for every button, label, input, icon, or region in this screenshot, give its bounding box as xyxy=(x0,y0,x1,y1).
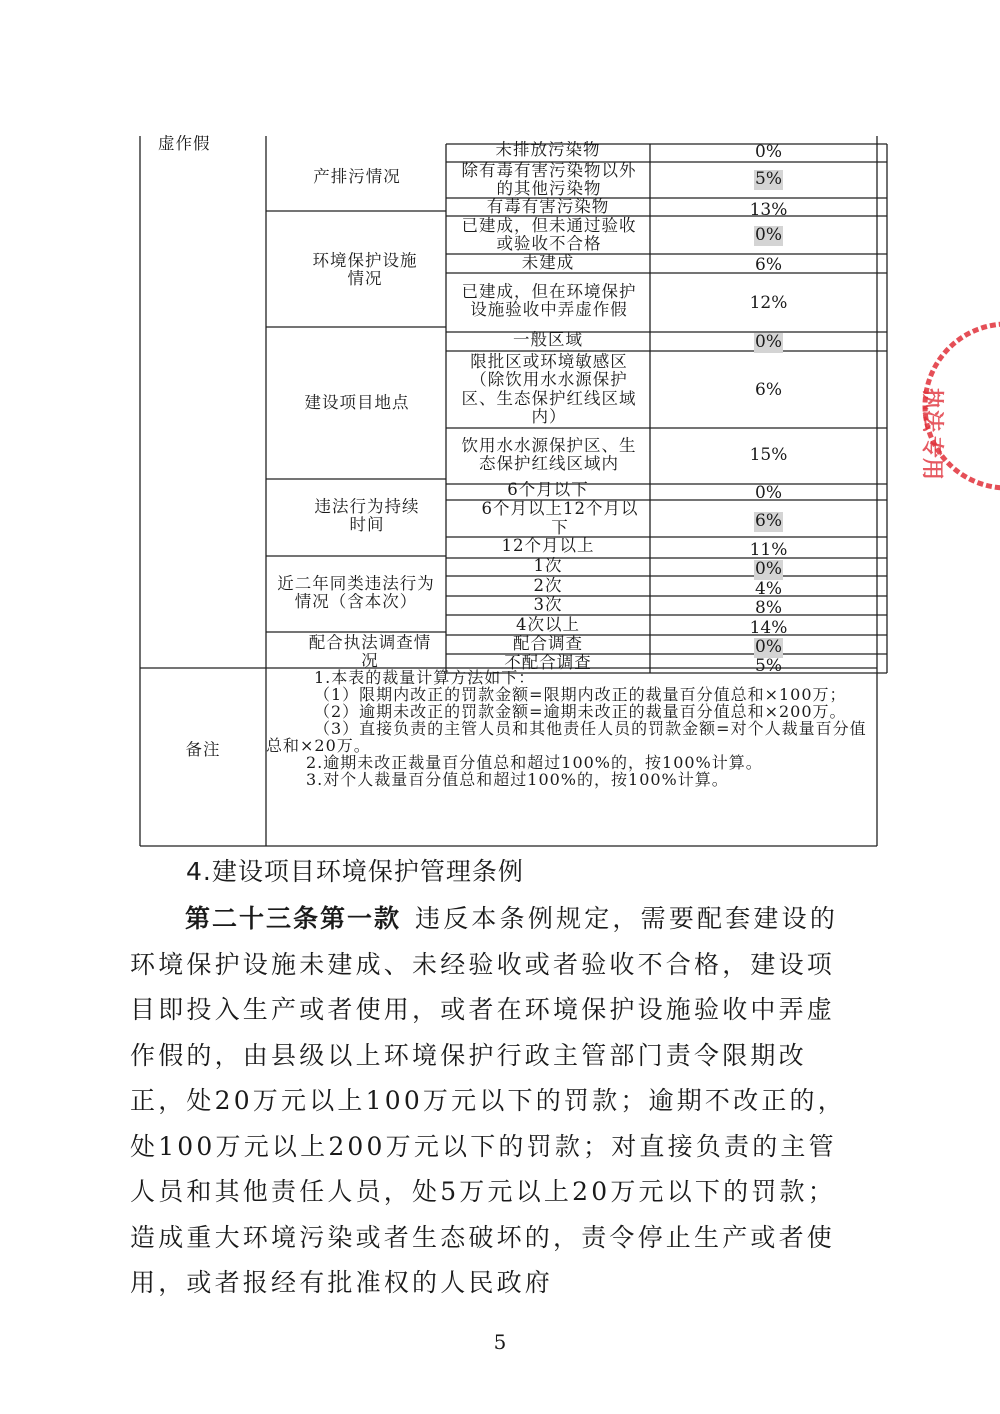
percent-cell: 0% xyxy=(755,332,782,353)
factor-label: 环境保护设施情况 xyxy=(312,250,418,288)
remark-line: 3.对个人裁量百分值总和超过100%的，按100%计算。 xyxy=(306,769,729,789)
condition-cell: 12个月以上 xyxy=(501,536,595,556)
percent-cell: 0% xyxy=(755,225,782,246)
percent-cell: 0% xyxy=(755,559,782,580)
percent-cell: 13% xyxy=(749,199,788,220)
condition-cell: 配合调查 xyxy=(513,634,583,654)
remark-line: （1）限期内改正的罚款金额=限期内改正的裁量百分值总和×100万； xyxy=(314,684,847,704)
factor-label: 违法行为持续时间 xyxy=(314,496,420,534)
condition-cell: 6个月以上12个月以下 xyxy=(481,499,639,537)
article-label: 第二十三条第一款 xyxy=(185,904,402,933)
percent-cell: 8% xyxy=(755,598,782,619)
factor-label: 建设项目地点 xyxy=(304,392,410,412)
remark-line: （2）逾期未改正的罚款金额=逾期未改正的裁量百分值总和×200万。 xyxy=(314,701,847,721)
percent-cell: 6% xyxy=(755,380,782,401)
percent-cell: 6% xyxy=(755,255,782,276)
condition-cell: 不配合调查 xyxy=(504,653,592,673)
percent-cell: 14% xyxy=(749,618,788,639)
article-text: 违反本条例规定，需要配套建设的环境保护设施未建成、未经验收或者验收不合格，建设项目即投入生产或者使用，或者在环境保护设施验收中弄虚作假的，由县级以上环境保护行政主管部门责令限期改正，处20万元以上100万元以下的罚款；逾期不改正的，处100万元以上200万元以下的罚款；对直接负责的主管人员和其他责任人员，处5万元以上20万元以下的罚款；造成重大环境污染或者生态破坏的，责令停止生产或者使用，或者报经有批准权的人民政府 xyxy=(130,904,846,1297)
factor-label: 配合执法调查情况 xyxy=(308,632,432,670)
percent-cell: 11% xyxy=(749,540,788,561)
official-seal-stamp xyxy=(895,318,1000,498)
percent-cell: 6% xyxy=(755,511,782,532)
condition-cell: 未建成 xyxy=(521,253,575,273)
factor-label: 近二年同类违法行为情况（含本次） xyxy=(277,573,435,611)
remark-line: 1.本表的裁量计算方法如下： xyxy=(314,668,536,687)
condition-cell: 除有毒有害污染物以外的其他污染物 xyxy=(461,160,637,198)
section-heading: 4.建设项目环境保护管理条例 xyxy=(186,857,524,886)
condition-cell: 6个月以下 xyxy=(507,480,589,500)
percent-cell: 15% xyxy=(749,445,788,466)
percent-cell: 12% xyxy=(749,293,788,314)
condition-cell: 未排放污染物 xyxy=(495,139,601,159)
percent-cell: 4% xyxy=(755,579,782,600)
condition-cell: 已建成，但在环境保护设施验收中弄虚作假 xyxy=(461,281,637,319)
condition-cell: 3次 xyxy=(533,595,563,615)
remarks-text xyxy=(266,670,876,789)
page-number: 5 xyxy=(493,1330,507,1354)
condition-cell: 限批区或环境敏感区（除饮用水水源保护区、生态保护红线区域内） xyxy=(461,351,637,426)
percent-cell: 0% xyxy=(755,483,782,504)
condition-cell: 2次 xyxy=(533,575,563,595)
percent-cell: 0% xyxy=(755,142,782,163)
percent-cell: 5% xyxy=(755,656,782,677)
condition-cell: 1次 xyxy=(533,556,563,576)
condition-cell: 已建成，但未通过验收或验收不合格 xyxy=(461,215,637,253)
remark-line: 2.逾期未改正裁量百分值总和超过100%的，按100%计算。 xyxy=(306,752,763,772)
condition-cell: 一般区域 xyxy=(513,330,583,350)
continued-cell-text: 虚作假 xyxy=(158,133,211,153)
remark-line: （3）直接负责的主管人员和其他责任人员的罚款金额=对个人裁量百分值总和×20万。 xyxy=(266,718,867,755)
condition-cell: 有毒有害污染物 xyxy=(486,196,610,216)
percent-cell: 5% xyxy=(755,169,782,190)
condition-cell: 饮用水水源保护区、生态保护红线区域内 xyxy=(461,435,637,473)
percent-cell: 0% xyxy=(755,637,782,658)
article-paragraph xyxy=(130,896,860,1306)
factor-label: 产排污情况 xyxy=(313,166,401,186)
svg-text:执法: 执法 xyxy=(919,388,944,433)
remarks-label: 备注 xyxy=(185,739,221,759)
condition-cell: 4次以上 xyxy=(516,614,580,634)
svg-text:专用: 专用 xyxy=(919,436,944,481)
